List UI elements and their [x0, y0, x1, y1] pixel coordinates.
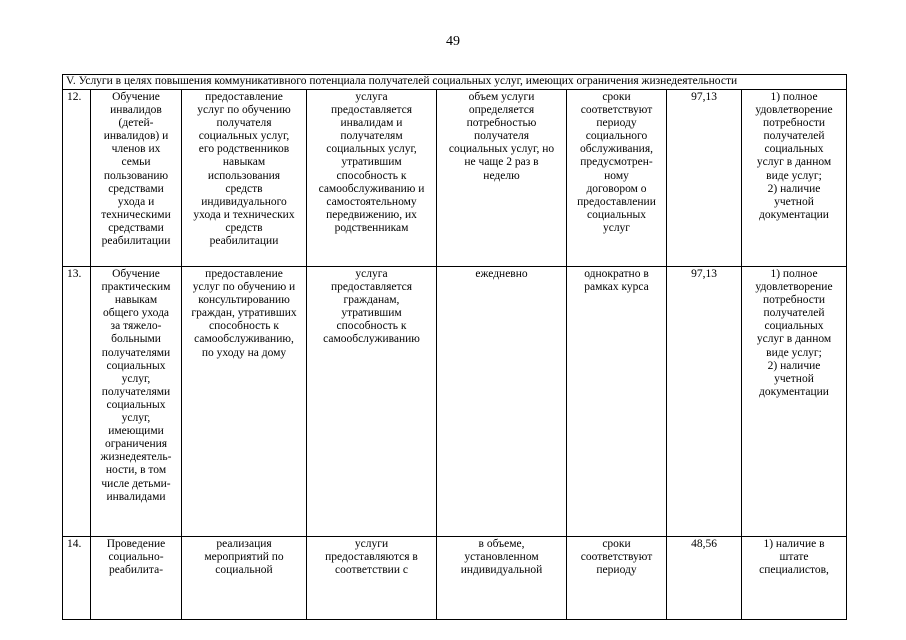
- cell-line: однократно в: [584, 268, 649, 280]
- cell-line: консультированию: [198, 294, 290, 307]
- cell-line: услуг в данном: [756, 333, 832, 346]
- cell-line: услуг в данном: [756, 156, 832, 169]
- cell-line: утратившим: [341, 307, 402, 320]
- cell-line: индивидуальной: [460, 564, 543, 577]
- cell-line: удовлетворение: [755, 104, 833, 117]
- cell-line: 2) наличие: [767, 182, 821, 195]
- cell-line: учетной: [774, 195, 814, 208]
- cell-line: не чаще 2 раз в: [464, 156, 539, 169]
- cell-line: предоставление: [205, 268, 283, 280]
- cell-line: предоставляются в: [325, 551, 418, 564]
- cell-line: инвалидами: [106, 490, 166, 503]
- cell-line: за тяжело-: [110, 320, 162, 333]
- row-number: 12.: [63, 90, 91, 267]
- cell-line: сроки: [602, 91, 631, 103]
- cell-line: инвалидов: [110, 104, 162, 117]
- cell-line: виде услуг;: [766, 346, 822, 359]
- cell-line: соответствуют: [580, 104, 653, 117]
- cell-line: средствами: [108, 182, 164, 195]
- service-terms-cell: [567, 537, 667, 620]
- cell-line: реализация: [216, 538, 272, 550]
- cell-line: социальной: [215, 564, 273, 577]
- cell-line: числе детьми-: [101, 477, 171, 490]
- cell-line: социальных услуг, но: [448, 143, 555, 156]
- cell-line: навыкам: [222, 156, 266, 169]
- cell-line: ежедневно: [475, 268, 528, 280]
- cell-line: Обучение: [112, 268, 160, 280]
- cell-line: соответствуют: [580, 551, 653, 564]
- cell-line: услуг,: [121, 412, 151, 425]
- cell-line: получателям: [340, 130, 403, 143]
- cell-line: социального: [585, 130, 648, 143]
- cell-line: получателя: [474, 130, 529, 143]
- cell-line: получателей: [763, 307, 825, 320]
- services-table: [62, 74, 847, 620]
- cell-line: услуг: [602, 221, 631, 234]
- row-number: 14.: [63, 537, 91, 620]
- cell-line: предоставление: [205, 91, 283, 103]
- service-description-cell: [182, 90, 307, 267]
- cell-line: инвалидам и: [340, 117, 403, 130]
- table-row: [63, 267, 847, 537]
- page-number: 49: [446, 34, 460, 49]
- cell-line: пользованию: [103, 169, 169, 182]
- cell-line: предоставляется: [330, 104, 413, 117]
- cell-line: социальных: [764, 320, 824, 333]
- cell-line: штате: [779, 551, 809, 564]
- quality-criteria-cell: [742, 537, 847, 620]
- section-header-row: [63, 75, 847, 90]
- cell-line: практическим: [101, 281, 171, 294]
- cell-line: гражданам,: [343, 294, 400, 307]
- cell-line: мероприятий по: [204, 551, 284, 564]
- cell-line: потребности: [762, 117, 826, 130]
- cell-line: общего ухода: [102, 307, 170, 320]
- cell-line: средств: [225, 221, 263, 234]
- service-tariff-cell: 97,13: [667, 267, 742, 537]
- cell-line: передвижению, их: [326, 208, 417, 221]
- cell-line: установленном: [464, 551, 539, 564]
- cell-line: сроки: [602, 538, 631, 550]
- cell-line: социальных: [106, 359, 166, 372]
- service-terms-cell: [567, 267, 667, 537]
- service-tariff-cell: 48,56: [667, 537, 742, 620]
- cell-line: рамках курса: [584, 281, 649, 294]
- cell-line: самообслуживанию,: [194, 333, 294, 346]
- cell-line: обслуживания,: [580, 143, 653, 156]
- cell-line: соответствии с: [335, 564, 408, 577]
- cell-line: навыкам: [114, 294, 158, 307]
- cell-line: ухода и: [117, 195, 155, 208]
- cell-line: социальных услуг,: [326, 143, 417, 156]
- cell-line: потребности: [762, 294, 826, 307]
- cell-line: получателя: [216, 117, 272, 130]
- table-row: [63, 537, 847, 620]
- cell-line: получателями: [101, 385, 171, 398]
- cell-line: предусмотрен-: [580, 156, 653, 169]
- cell-line: ности, в том: [105, 464, 167, 477]
- cell-line: техническими: [101, 208, 171, 221]
- cell-line: периоду: [596, 564, 637, 577]
- service-recipients-cell: [307, 90, 437, 267]
- cell-line: 2) наличие: [767, 359, 821, 372]
- cell-line: граждан, утративших: [191, 307, 297, 320]
- cell-line: 1) полное: [770, 91, 818, 103]
- cell-line: самостоятельному: [326, 195, 417, 208]
- cell-line: Проведение: [106, 538, 166, 550]
- cell-line: реабилитации: [101, 235, 171, 248]
- table-row: [63, 90, 847, 267]
- service-volume-cell: [437, 537, 567, 620]
- service-recipients-cell: [307, 537, 437, 620]
- cell-line: средствами: [108, 221, 164, 234]
- cell-line: социальных: [587, 208, 646, 221]
- cell-line: в объеме,: [478, 538, 525, 550]
- cell-line: неделю: [483, 169, 520, 182]
- quality-criteria-cell: [742, 90, 847, 267]
- cell-line: услуг,: [121, 372, 151, 385]
- cell-line: предоставлении: [577, 195, 656, 208]
- cell-line: ухода и технических: [193, 208, 295, 221]
- cell-line: способность к: [208, 320, 280, 333]
- cell-line: социальных: [764, 143, 824, 156]
- service-name-cell: [91, 267, 182, 537]
- cell-line: потребностью: [466, 117, 537, 130]
- cell-line: 1) полное: [770, 268, 818, 280]
- cell-line: определяется: [468, 104, 535, 117]
- cell-line: учетной: [774, 372, 814, 385]
- cell-line: членов их: [111, 143, 161, 156]
- cell-line: ограничения: [104, 438, 168, 451]
- service-volume-cell: [437, 267, 567, 537]
- cell-line: самообслуживанию: [323, 333, 420, 346]
- cell-line: услуга: [355, 91, 388, 103]
- cell-line: объем услуги: [468, 91, 535, 103]
- quality-criteria-cell: [742, 267, 847, 537]
- cell-line: способность к: [336, 169, 407, 182]
- cell-line: (детей-: [118, 117, 154, 130]
- cell-line: использования: [207, 169, 281, 182]
- cell-line: жизнедеятель-: [100, 451, 172, 464]
- service-terms-cell: [567, 90, 667, 267]
- cell-line: услуга: [355, 268, 388, 280]
- cell-line: утратившим: [341, 156, 402, 169]
- cell-line: периоду: [596, 117, 637, 130]
- cell-line: удовлетворение: [755, 281, 833, 294]
- cell-line: социально-: [108, 551, 164, 564]
- cell-line: самообслуживанию и: [318, 182, 425, 195]
- cell-line: способность к: [336, 320, 407, 333]
- cell-line: семьи: [121, 156, 151, 169]
- cell-line: 1) наличие в: [763, 538, 825, 550]
- service-name-cell: [91, 90, 182, 267]
- section-title: V. Услуги в целях повышения коммуникативного потенциала получателей социальных услуг, имеющих ограничения жизнедеятельности: [63, 75, 847, 90]
- service-description-cell: [182, 267, 307, 537]
- row-number: 13.: [63, 267, 91, 537]
- cell-line: социальных услуг,: [198, 130, 290, 143]
- cell-line: социальных: [106, 398, 166, 411]
- cell-line: реабилита-: [108, 564, 164, 577]
- cell-line: ному: [604, 169, 629, 182]
- cell-line: родственникам: [334, 221, 409, 234]
- cell-line: договором о: [586, 182, 647, 195]
- cell-line: виде услуг;: [766, 169, 822, 182]
- cell-line: документации: [759, 208, 829, 221]
- cell-line: его родственников: [198, 143, 290, 156]
- cell-line: услуги: [354, 538, 389, 550]
- cell-line: больными: [111, 333, 161, 346]
- cell-line: предоставляется: [330, 281, 413, 294]
- service-volume-cell: [437, 90, 567, 267]
- cell-line: документации: [759, 385, 829, 398]
- cell-line: инвалидов) и: [103, 130, 169, 143]
- cell-line: по уходу на дому: [201, 346, 287, 359]
- cell-line: услуг по обучению: [197, 104, 291, 117]
- cell-line: получателей: [763, 130, 825, 143]
- cell-line: реабилитации: [209, 235, 279, 248]
- cell-line: индивидуального: [201, 195, 287, 208]
- service-tariff-cell: 97,13: [667, 90, 742, 267]
- cell-line: имеющими: [108, 425, 164, 438]
- service-description-cell: [182, 537, 307, 620]
- cell-line: специалистов,: [759, 564, 829, 577]
- cell-line: получателями: [101, 346, 171, 359]
- cell-line: Обучение: [112, 91, 160, 103]
- cell-line: средств: [225, 182, 263, 195]
- service-recipients-cell: [307, 267, 437, 537]
- cell-line: услуг по обучению и: [192, 281, 296, 294]
- service-name-cell: [91, 537, 182, 620]
